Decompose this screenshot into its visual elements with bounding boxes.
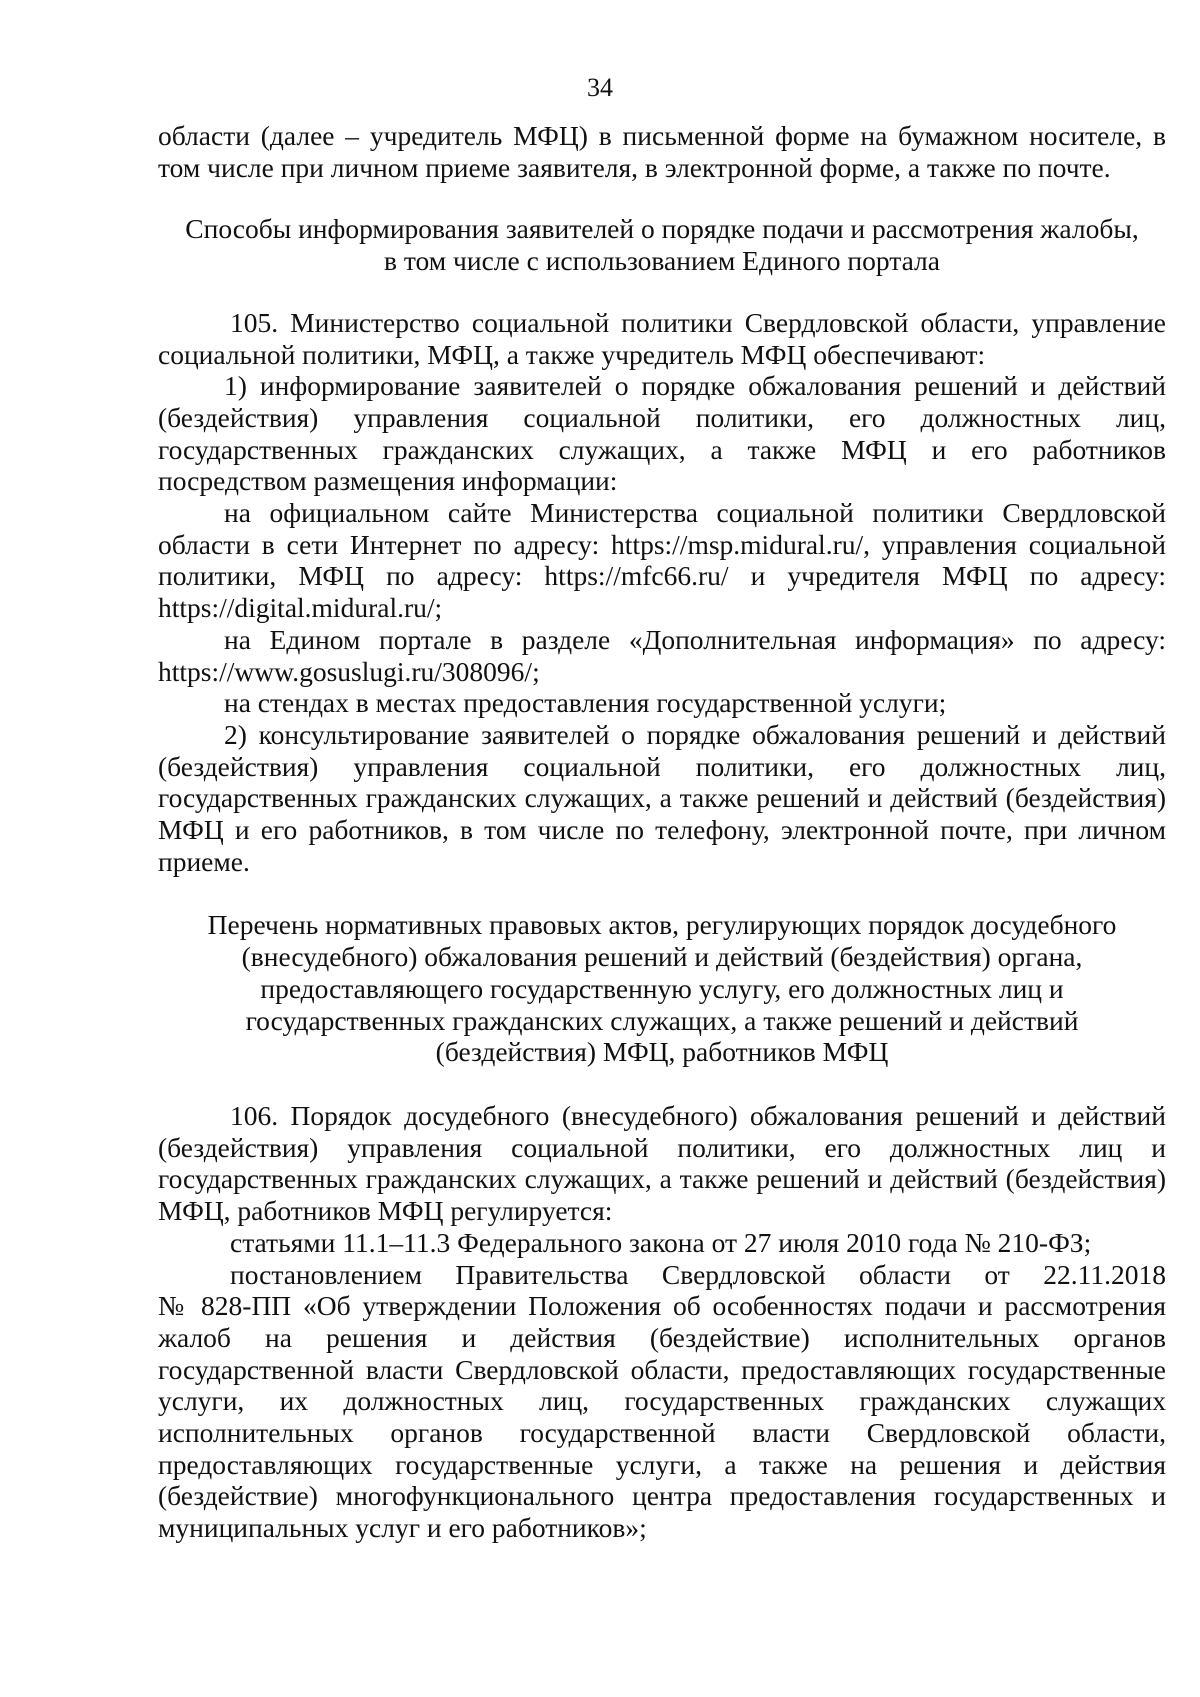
section-heading-line: Перечень нормативных правовых актов, регулирующих порядок досудебного [207,909,1117,941]
section-heading-line: в том числе с использованием Единого портала [384,245,940,277]
page-number: 34 [587,73,613,102]
section-heading-line: (внесудебного) обжалования решений и действий (бездействия) органа, [241,941,1083,973]
page-content [158,120,1166,1544]
section-heading-line: государственных гражданских служащих, а также решений и действий [245,1004,1079,1036]
law-item-resolution-first-line: постановлением Правительства Свердловской области от 22.11.2018 [230,1258,1166,1290]
list-item-consulting: 2) консультирование заявителей о порядке обжалования решений и действий (бездействия) управления социальной политики, его должностных лиц, государственных гражданских служащих, а также решений и действий (бездействия) МФЦ и его работников, в том числе по телефону, электронной почте, при личном приеме. [158,718,1166,877]
law-item-resolution: № 828-ПП «Об утверждении Положения об особенностях подачи и рассмотрения жалоб на решения и действия (бездействие) исполнительных органов государственной власти Свердловской области, предоставляющих государственные услуги, их должностных лиц, государственных гражданских служащих исполнительных органов государственной власти Свердловской области, предоставляющих государственные услуги, а также на решения и действия (бездействие) многофункционального центра предоставления государственных и муниципальных услуг и его работников»; [158,1290,1166,1544]
section-heading-line: предоставляющего государственную услугу, его должностных лиц и [260,972,1064,1004]
list-item-informing: 1) информирование заявителей о порядке обжалования решений и действий (бездействия) управления социальной политики, его должностных лиц, государственных гражданских служащих, а также МФЦ и его работников посредством размещения информации: [158,370,1166,497]
section-heading-informing [158,213,1166,276]
law-item-federal: статьями 11.1–11.3 Федерального закона от 27 июля 2010 года № 210-ФЗ; [230,1226,1092,1258]
list-item-official-site: на официальном сайте Министерства социальной политики Свердловской области в сети Интернет по адресу: https://msp.midural.ru/, управления социальной политики, МФЦ по адресу: https://mfc66.ru/ и учредителя МФЦ по адресу: https://digital.midural.ru/; [158,497,1166,624]
section-heading-line: (бездействия) МФЦ, работников МФЦ [435,1036,889,1068]
paragraph-106: 106. Порядок досудебного (внесудебного) обжалования решений и действий (бездействия) управления социальной политики, его должностных лиц и государственных гражданских служащих, а также решений и действий (бездействия) МФЦ, работников МФЦ регулируется: [158,1099,1166,1227]
list-item-stands: на стендах в местах предоставления государственной услуги; [224,687,947,719]
intro-paragraph: области (далее – учредитель МФЦ) в письменной форме на бумажном носителе, в том числе при личном приеме заявителя, в электронной форме, а также по почте. [158,120,1166,183]
section-heading-legal-acts [158,909,1166,1068]
paragraph-105: 105. Министерство социальной политики Свердловской области, управление социальной политики, МФЦ, а также учредитель МФЦ обеспечивают: [158,306,1166,370]
section-heading-line: Способы информирования заявителей о порядке подачи и рассмотрения жалобы, [185,213,1139,245]
list-item-unified-portal: на Едином портале в разделе «Дополнительная информация» по адресу: https://www.gosuslugi.ru/308096/; [158,623,1166,687]
